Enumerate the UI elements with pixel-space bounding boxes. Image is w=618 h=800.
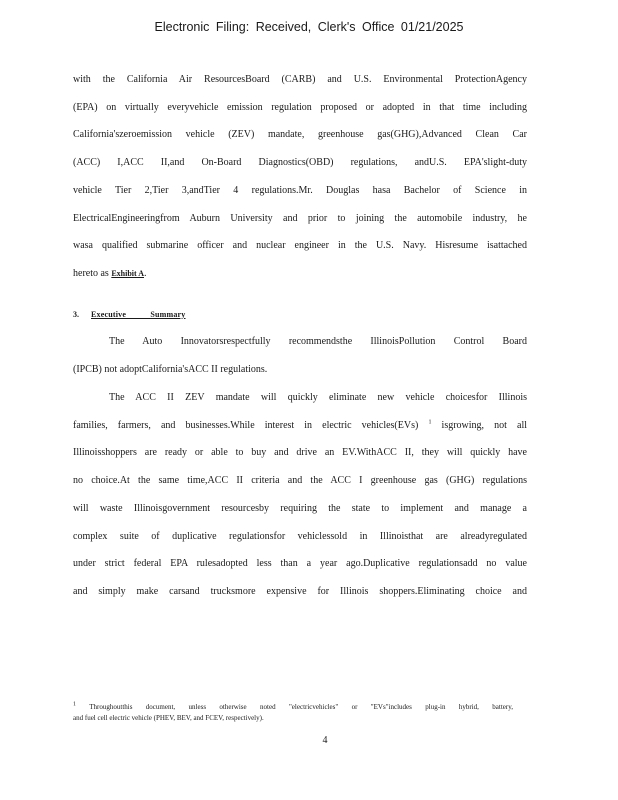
footnote-reference[interactable]: 1	[428, 419, 432, 426]
section-number: 3.	[73, 310, 79, 319]
exhibit-suffix: .	[144, 268, 147, 279]
text-line: ElectricalEngineeringfrom Auburn University and prior to joining the automobile industry, he	[73, 213, 527, 224]
text-line-exhibit	[73, 267, 527, 281]
section-title: Executive Summary	[91, 310, 186, 319]
text-line: (ACC) I,ACC II,and On-Board Diagnostics(OBD) regulations, andU.S. EPA'slight-duty	[73, 157, 527, 168]
filing-header: Electronic Filing: Received, Clerk's Office 01/21/2025	[154, 20, 464, 34]
text-line: The ACC II ZEV mandate will quickly eliminate new vehicle choicesfor Illinois	[109, 392, 527, 403]
page-number: 4	[322, 735, 328, 746]
text-line: vehicle Tier 2,Tier 3,andTier 4 regulations.Mr. Douglas hasa Bachelor of Science in	[73, 185, 527, 196]
text-line: wasa qualified submarine officer and nuclear engineer in the U.S. Navy. Hisresume isattached	[73, 240, 527, 251]
text-segment: isgrowing, not all	[441, 420, 528, 431]
text-line: with the California Air ResourcesBoard (CARB) and U.S. Environmental ProtectionAgency	[73, 74, 527, 85]
text-line: complex suite of duplicative regulationsfor vehiclessold in Illinoisthat are alreadyregulated	[73, 531, 527, 542]
exhibit-prefix: hereto as	[73, 268, 109, 279]
text-line: and simply make carsand trucksmore expensive for Illinois shoppers.Eliminating choice and	[73, 586, 527, 597]
text-line: The Auto Innovatorsrespectfully recommendsthe IllinoisPollution Control Board	[109, 336, 527, 347]
section-heading	[73, 310, 273, 322]
footnote-line: and fuel cell electric vehicle (PHEV, BEV, and FCEV, respectively).	[73, 714, 264, 722]
footnote-marker: 1	[73, 701, 76, 708]
text-line: no choice.At the same time,ACC II criteria and the ACC I greenhouse gas (GHG) regulations	[73, 475, 527, 486]
text-line: under strict federal EPA rulesadopted less than a year ago.Duplicative regulationsadd no value	[73, 558, 527, 569]
text-line: California'szeroemission vehicle (ZEV) mandate, greenhouse gas(GHG),Advanced Clean Car	[73, 129, 527, 140]
footnote-line	[73, 702, 513, 712]
exhibit-a-link[interactable]: Exhibit A	[111, 269, 145, 278]
text-line: (EPA) on virtually everyvehicle emission regulation proposed or adopted in that time including	[73, 102, 527, 113]
text-segment: families, farmers, and businesses.While interest in electric vehicles(EVs)	[73, 420, 419, 431]
text-line: will waste Illinoisgovernment resourcesby requiring the state to implement and manage a	[73, 503, 527, 514]
footnote-text: Throughoutthis document, unless otherwise noted "electricvehicles" or "EVs"includes plug-in hybrid, battery,	[89, 703, 514, 711]
text-line: Illinoisshoppers are ready or able to buy and drive an EV.WithACC II, they will quickly have	[73, 447, 527, 458]
text-line: (IPCB) not adoptCalifornia'sACC II regulations.	[73, 364, 268, 375]
text-line-with-footnote	[73, 419, 527, 433]
